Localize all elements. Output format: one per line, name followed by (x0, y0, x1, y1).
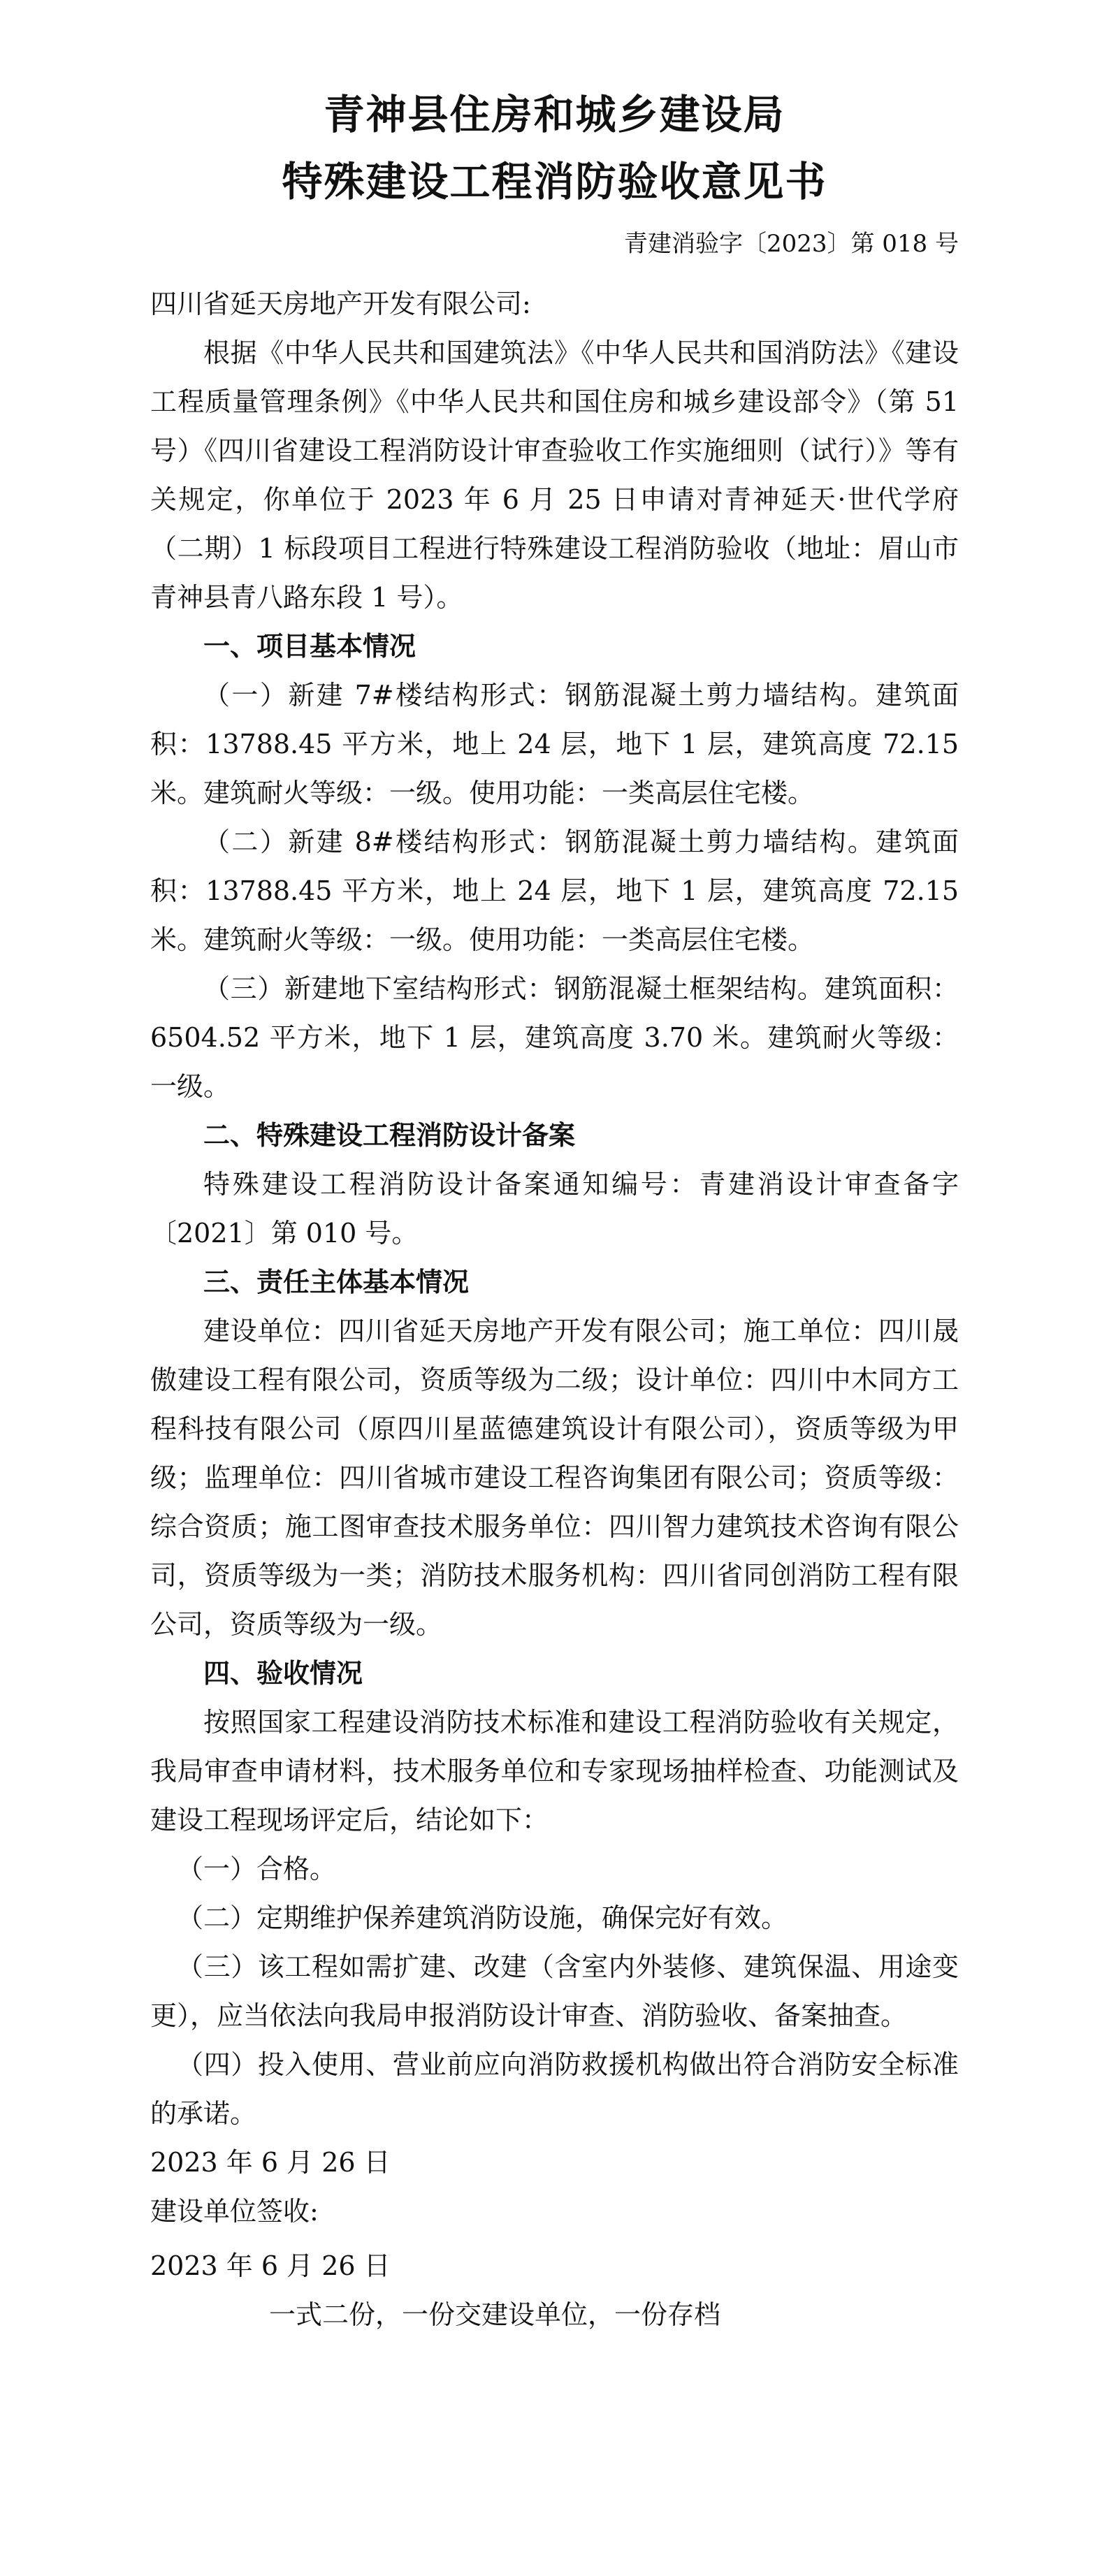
copies-note: 一式二份，一份交建设单位，一份存档 (269, 2299, 721, 2330)
addressee: 四川省延天房地产开发有限公司: (150, 289, 531, 319)
conclusion-item-4: （四）投入使用、营业前应向消防救援机构做出符合消防安全标准的承诺。 (150, 2049, 959, 2129)
design-record-paragraph: 特殊建设工程消防设计备案通知编号：青建消设计审查备字〔2021〕第 010 号。 (150, 1169, 959, 1249)
title-issuer: 青神县住房和城乡建设局 (324, 91, 785, 138)
issue-date: 2023 年 6 月 26 日 (150, 2147, 391, 2178)
title-document: 特殊建设工程消防验收意见书 (282, 158, 827, 205)
project-item-3: （三）新建地下室结构形式：钢筋混凝土框架结构。建筑面积：6504.52 平方米，地下 1 层，建筑高度 3.70 米。建筑耐火等级：一级。 (150, 973, 959, 1102)
sign-label: 建设单位签收: (150, 2196, 319, 2227)
section-heading-project: 一、项目基本情况 (203, 631, 416, 662)
sign-date: 2023 年 6 月 26 日 (150, 2250, 391, 2281)
document-number: 青建消验字〔2023〕第 018 号 (623, 230, 959, 258)
intro-paragraph: 根据《中华人民共和国建筑法》《中华人民共和国消防法》《建设工程质量管理条例》《中华人民共和国住房和城乡建设部令》（第 51 号）《四川省建设工程消防设计审查验收工作实施细则（试行）》等有关规定，你单位于 2023 年 6 月 25 日申请对青神延天·世代学府（二期）1 标段项目工程进行特殊建设工程消防验收（地址：眉山市青神县青八路东段 1 号）。 (150, 337, 959, 613)
conclusion-item-3: （三）该工程如需扩建、改建（含室内外装修、建筑保温、用途变更），应当依法向我局申报消防设计审查、消防验收、备案抽查。 (150, 1951, 959, 2031)
section-heading-acceptance: 四、验收情况 (203, 1658, 363, 1689)
section-heading-parties: 三、责任主体基本情况 (203, 1267, 470, 1297)
acceptance-paragraph: 按照国家工程建设消防技术标准和建设工程消防验收有关规定，我局审查申请材料，技术服务单位和专家现场抽样检查、功能测试及建设工程现场评定后，结论如下： (150, 1707, 959, 1835)
document-body (150, 279, 959, 2339)
section-heading-design-record: 二、特殊建设工程消防设计备案 (203, 1120, 576, 1151)
conclusion-item-2: （二）定期维护保养建筑消防设施，确保完好有效。 (177, 1902, 788, 1933)
conclusion-item-1: （一）合格。 (177, 1854, 337, 1884)
project-item-2: （二）新建 8#楼结构形式：钢筋混凝土剪力墙结构。建筑面积：13788.45 平方米，地上 24 层，地下 1 层，建筑高度 72.15 米。建筑耐火等级：一级。使用功能：一类高层住宅楼。 (150, 827, 959, 955)
parties-paragraph: 建设单位：四川省延天房地产开发有限公司；施工单位：四川晟傲建设工程有限公司，资质等级为二级；设计单位：四川中木同方工程科技有限公司（原四川星蓝德建筑设计有限公司），资质等级为甲级；监理单位：四川省城市建设工程咨询集团有限公司；资质等级：综合资质；施工图审查技术服务单位：四川智力建筑技术咨询有限公司，资质等级为一类；消防技术服务机构：四川省同创消防工程有限公司，资质等级为一级。 (150, 1316, 959, 1640)
project-item-1: （一）新建 7#楼结构形式：钢筋混凝土剪力墙结构。建筑面积：13788.45 平方米，地上 24 层，地下 1 层，建筑高度 72.15 米。建筑耐火等级：一级。使用功能：一类高层住宅楼。 (150, 680, 959, 808)
